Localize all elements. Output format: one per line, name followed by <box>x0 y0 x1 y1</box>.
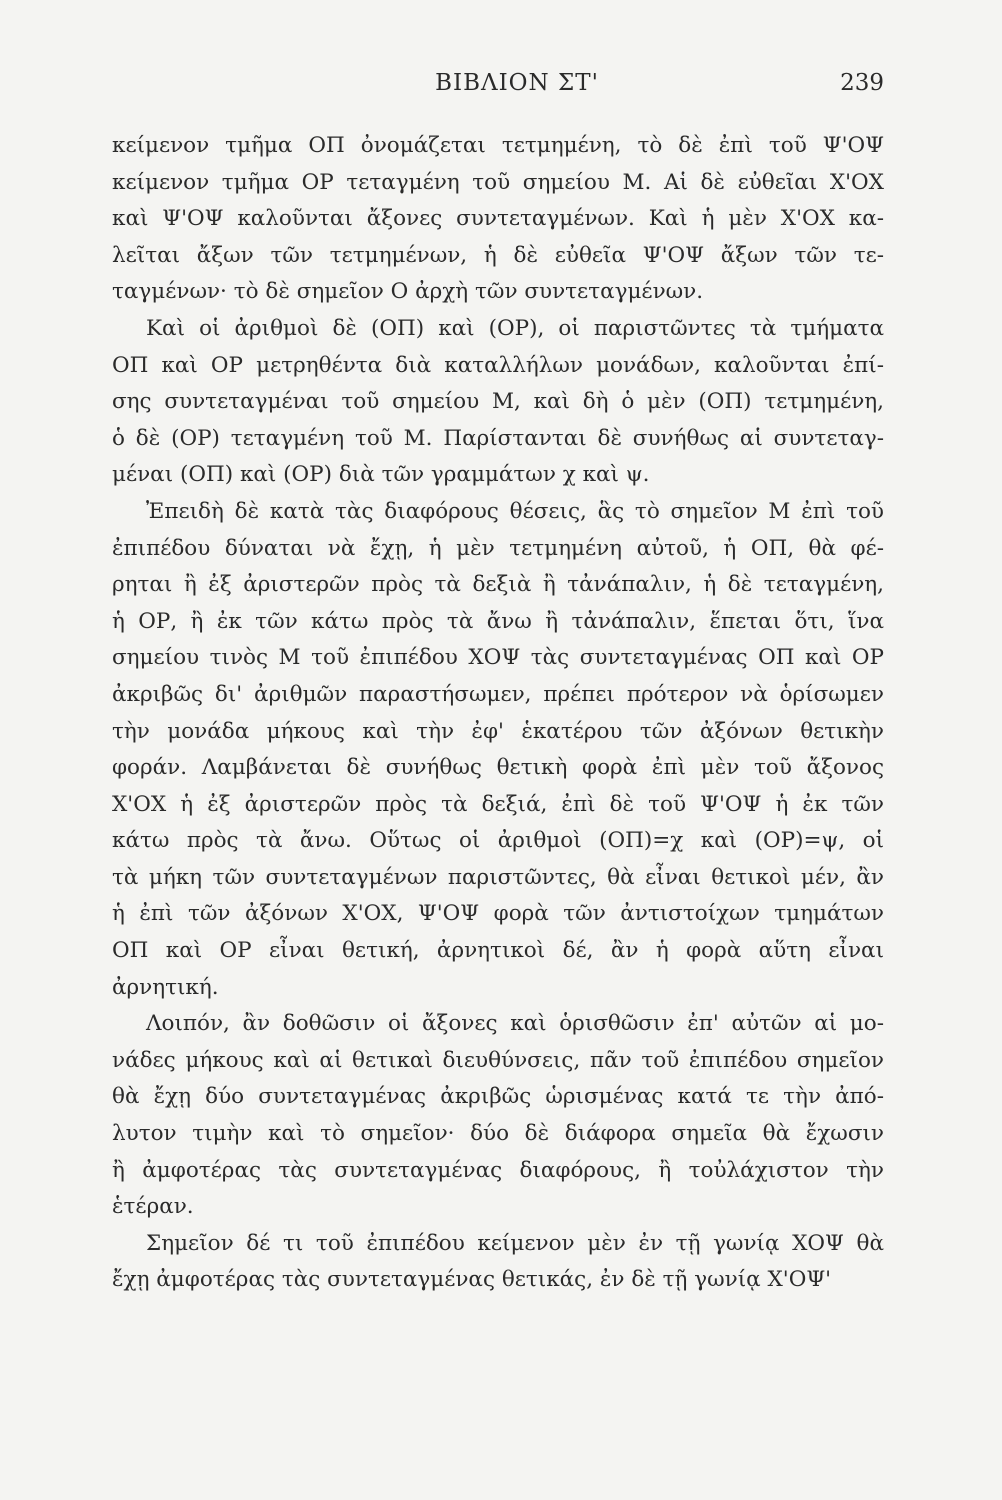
body-text <box>112 128 884 1299</box>
paragraph <box>112 1006 884 1226</box>
text-line: Καὶ οἱ ἀριθμοὶ δὲ (ΟΠ) καὶ (ΟΡ), οἱ παριστῶντες τὰ τμήματα <box>146 315 884 341</box>
text-line: ἀρνητική. <box>112 974 219 1000</box>
text-line: λεῖται ἄξων τῶν τετμημένων, ἡ δὲ εὐθεῖα Ψ'ΟΨ ἄξων τῶν τε- <box>112 242 884 268</box>
text-line: ΟΠ καὶ ΟΡ εἶναι θετική, ἀρνητικοὶ δέ, ἂν ἡ φορὰ αὕτη εἶναι <box>112 938 884 964</box>
text-line: κάτω πρὸς τὰ ἄνω. Οὕτως οἱ ἀριθμοὶ (ΟΠ)=χ καὶ (ΟΡ)=ψ, οἱ <box>112 828 884 854</box>
text-line: τὰ μήκη τῶν συντεταγμένων παριστῶντες, θὰ εἶναι θετικοὶ μέν, ἂν <box>112 864 884 890</box>
running-title: ΒΙΒΛΙΟΝ ΣΤ' <box>435 70 599 96</box>
text-line: καὶ Ψ'ΟΨ καλοῦνται ἄξονες συντεταγμένων. Καὶ ἡ μὲν Χ'ΟΧ κα- <box>112 206 884 232</box>
text-line: ὁ δὲ (ΟΡ) τεταγμένη τοῦ Μ. Παρίστανται δὲ συνήθως αἱ συντεταγ- <box>112 425 884 451</box>
text-line: Σημεῖον δέ τι τοῦ ἐπιπέδου κείμενον μὲν ἐν τῇ γωνίᾳ ΧΟΨ θὰ <box>146 1230 884 1256</box>
paragraph <box>112 1226 884 1299</box>
text-line: μέναι (ΟΠ) καὶ (ΟΡ) διὰ τῶν γραμμάτων χ καὶ ψ. <box>112 462 650 488</box>
text-line: ἀκριβῶς δι' ἀριθμῶν παραστήσωμεν, πρέπει πρότερον νὰ ὁρίσωμεν <box>112 681 884 707</box>
page-header <box>110 70 884 110</box>
text-line: ἔχῃ ἀμφοτέρας τὰς συντεταγμένας θετικάς, ἐν δὲ τῇ γωνίᾳ Χ'ΟΨ' <box>112 1267 832 1293</box>
text-line: τὴν μονάδα μήκους καὶ τὴν ἐφ' ἑκατέρου τῶν ἀξόνων θετικὴν <box>112 718 884 744</box>
text-line: ἐπιπέδου δύναται νὰ ἔχῃ, ἡ μὲν τετμημένη αὐτοῦ, ἡ ΟΠ, θὰ φέ- <box>112 535 884 561</box>
text-line: Λοιπόν, ἂν δοθῶσιν οἱ ἄξονες καὶ ὁρισθῶσιν ἐπ' αὐτῶν αἱ μο- <box>146 1011 884 1037</box>
paragraph <box>112 494 884 1006</box>
text-line: Ἐπειδὴ δὲ κατὰ τὰς διαφόρους θέσεις, ἃς τὸ σημεῖον Μ ἐπὶ τοῦ <box>146 498 884 524</box>
page-number: 239 <box>840 70 884 96</box>
text-line: ἑτέραν. <box>112 1194 194 1220</box>
paragraph <box>112 128 884 311</box>
text-line: νάδες μήκους καὶ αἱ θετικαὶ διευθύνσεις, πᾶν τοῦ ἐπιπέδου σημεῖον <box>112 1047 884 1073</box>
text-line: ἡ ἐπὶ τῶν ἀξόνων Χ'ΟΧ, Ψ'ΟΨ φορὰ τῶν ἀντιστοίχων τμημάτων <box>112 901 884 927</box>
text-line: ρηται ἢ ἐξ ἀριστερῶν πρὸς τὰ δεξιὰ ἢ τἀνάπαλιν, ἡ δὲ τεταγμένη, <box>112 572 884 598</box>
text-line: Χ'ΟΧ ἡ ἐξ ἀριστερῶν πρὸς τὰ δεξιά, ἐπὶ δὲ τοῦ Ψ'ΟΨ ἡ ἐκ τῶν <box>112 791 884 817</box>
text-line: σημείου τινὸς Μ τοῦ ἐπιπέδου ΧΟΨ τὰς συντεταγμένας ΟΠ καὶ ΟΡ <box>112 645 884 671</box>
text-line: ταγμένων· τὸ δὲ σημεῖον Ο ἀρχὴ τῶν συντεταγμένων. <box>112 279 704 305</box>
text-line: φοράν. Λαμβάνεται δὲ συνήθως θετικὴ φορὰ ἐπὶ μὲν τοῦ ἄξονος <box>112 755 884 781</box>
paragraph <box>112 311 884 494</box>
text-line: ΟΠ καὶ ΟΡ μετρηθέντα διὰ καταλλήλων μονάδων, καλοῦνται ἐπί- <box>112 352 884 378</box>
text-line: κείμενον τμῆμα ΟΡ τεταγμένη τοῦ σημείου Μ. Αἱ δὲ εὐθεῖαι Χ'ΟΧ <box>112 169 884 195</box>
text-line: ἡ ΟΡ, ἢ ἐκ τῶν κάτω πρὸς τὰ ἄνω ἢ τἀνάπαλιν, ἕπεται ὅτι, ἵνα <box>112 608 884 634</box>
text-line: θὰ ἔχῃ δύο συντεταγμένας ἀκριβῶς ὡρισμένας κατά τε τὴν ἀπό- <box>112 1084 884 1110</box>
text-line: σης συντεταγμέναι τοῦ σημείου Μ, καὶ δὴ ὁ μὲν (ΟΠ) τετμημένη, <box>112 389 884 415</box>
text-line: λυτον τιμὴν καὶ τὸ σημεῖον· δύο δὲ διάφορα σημεῖα θὰ ἔχωσιν <box>112 1121 884 1147</box>
text-line: ἢ ἀμφοτέρας τὰς συντεταγμένας διαφόρους, ἢ τοὐλάχιστον τὴν <box>112 1157 884 1183</box>
text-line: κείμενον τμῆμα ΟΠ ὀνομάζεται τετμημένη, τὸ δὲ ἐπὶ τοῦ Ψ'ΟΨ <box>112 133 884 158</box>
